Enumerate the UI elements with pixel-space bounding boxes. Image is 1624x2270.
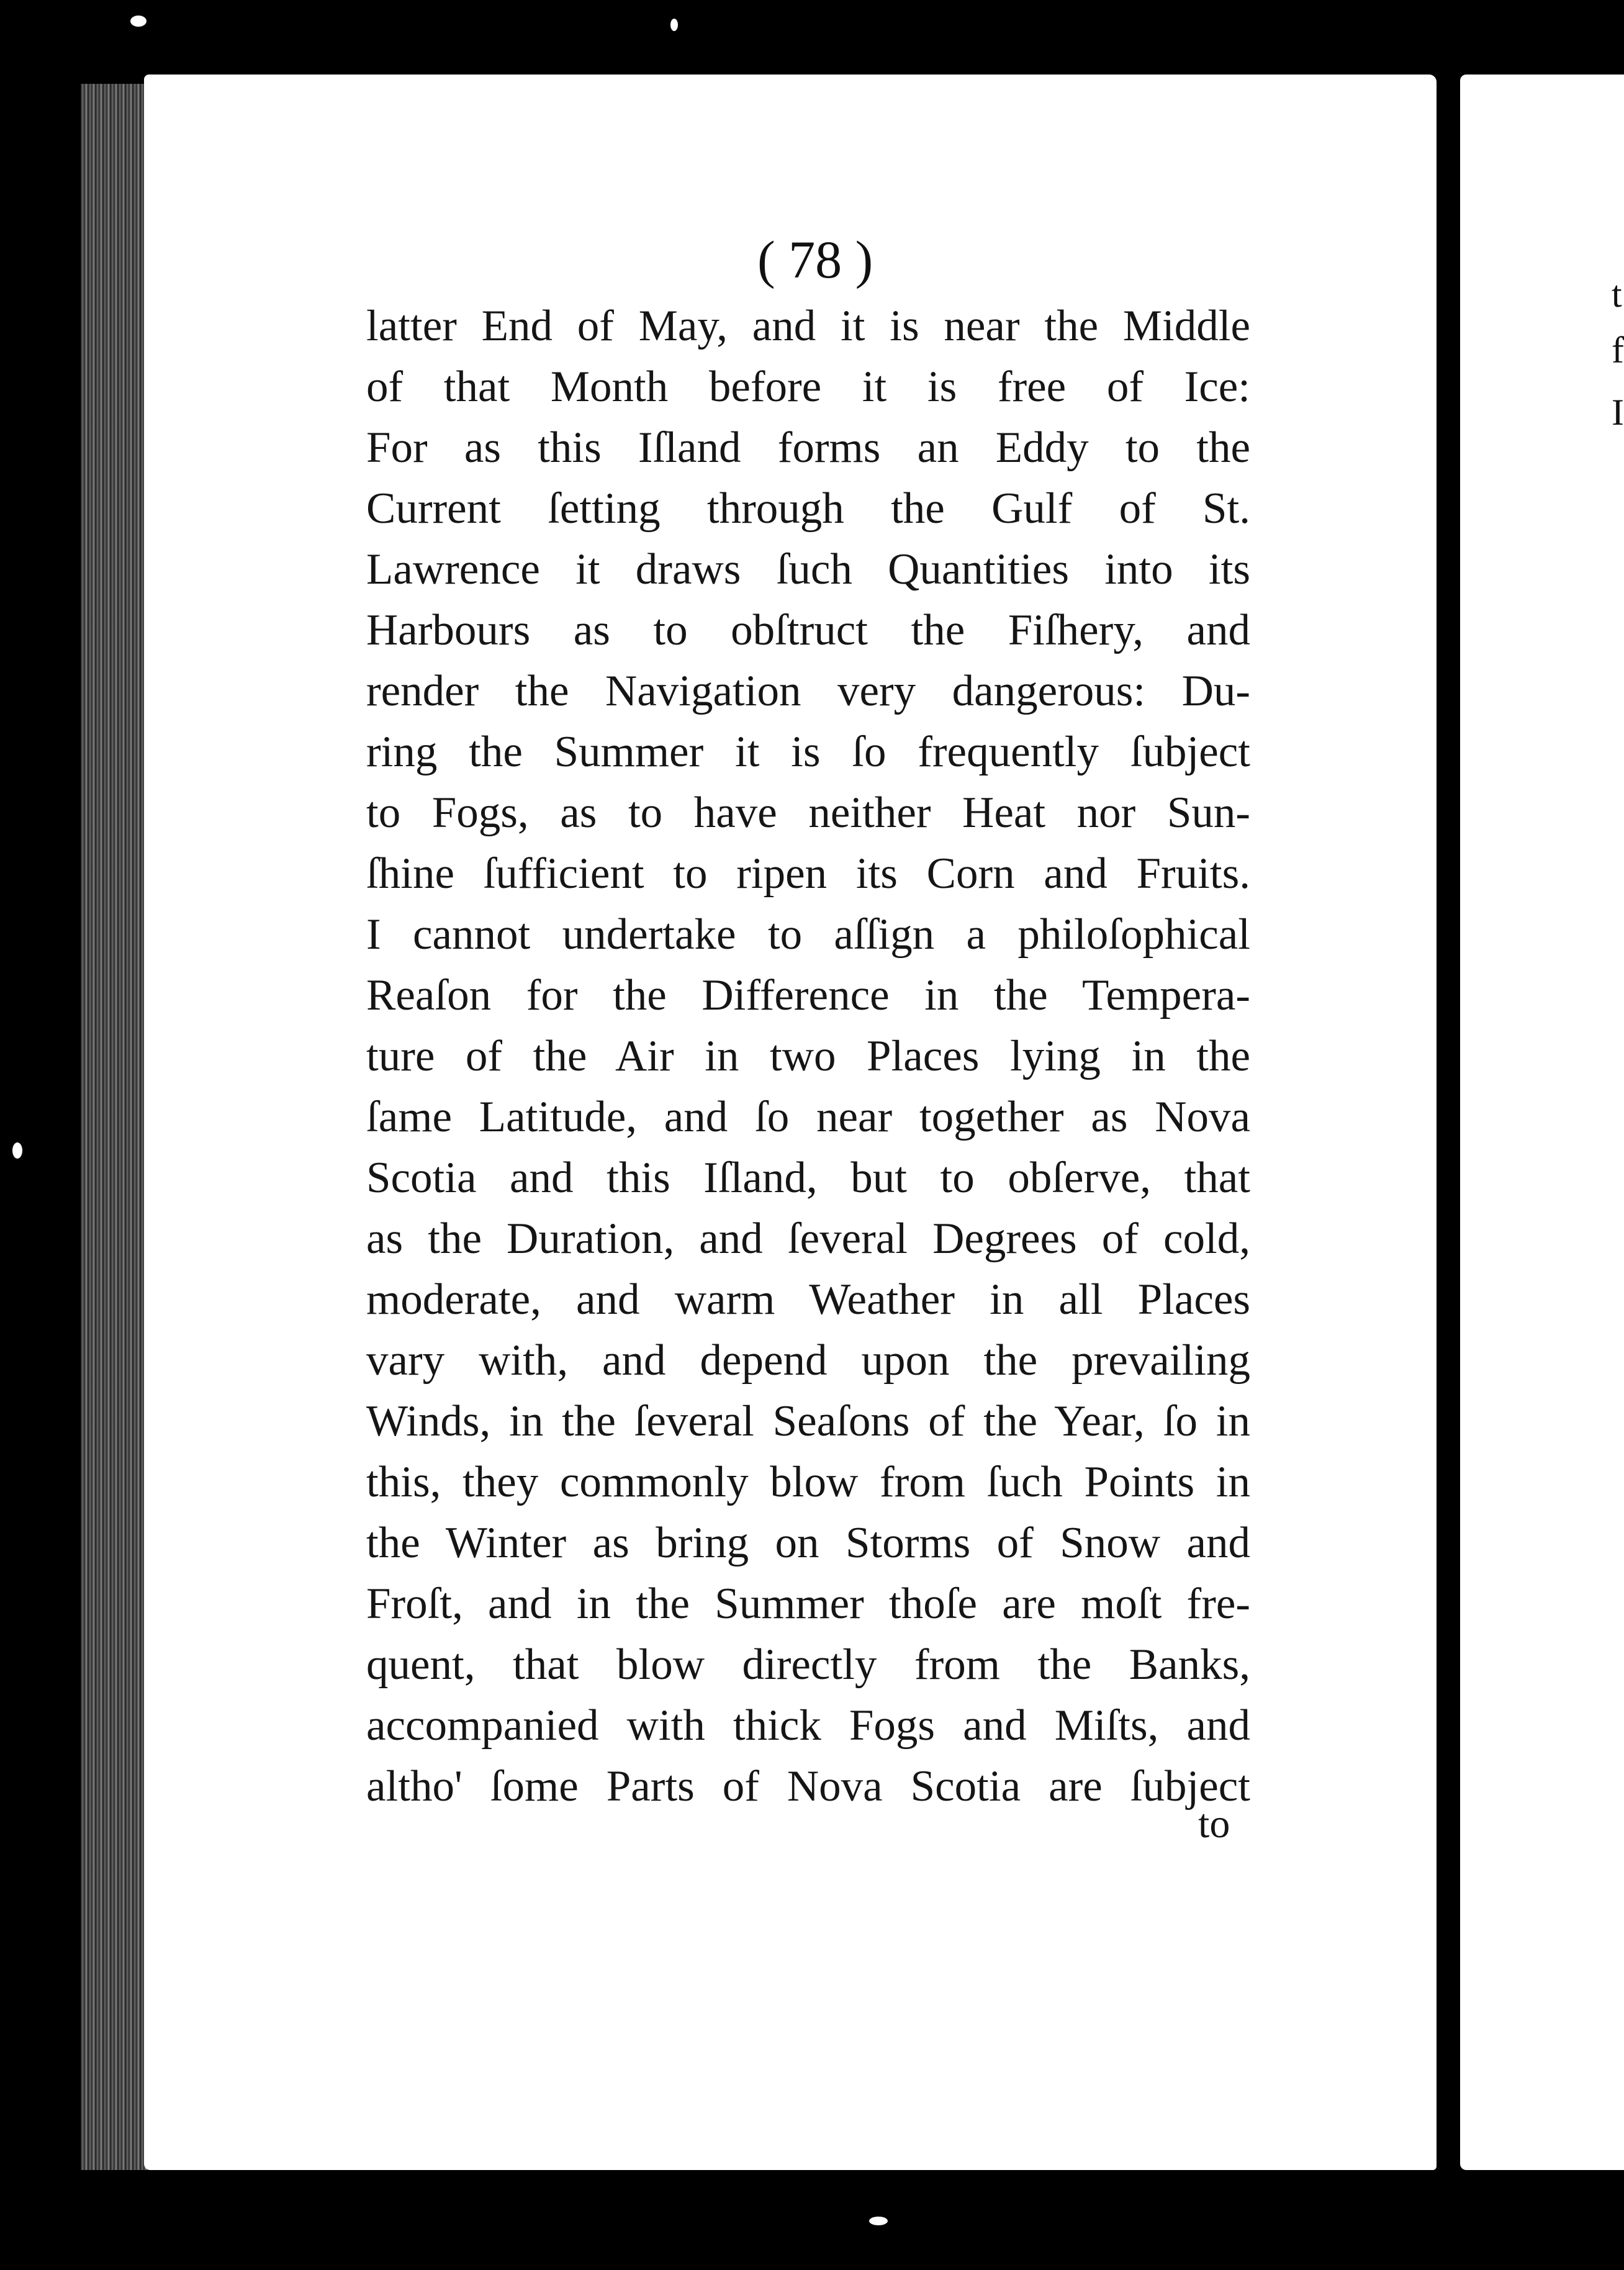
text-line: render the Navigation very dangerous: Du-	[366, 667, 1250, 715]
text-line: Lawrence it draws ſuch Quantities into its	[366, 545, 1250, 594]
text-line: moderate, and warm Weather in all Places	[366, 1275, 1250, 1324]
text-line: Froſt, and in the Summer thoſe are moſt fre-	[366, 1580, 1250, 1628]
text-line: quent, that blow directly from the Banks,	[366, 1640, 1250, 1689]
text-line: ſhine ſufficient to ripen its Corn and Fruits.	[366, 849, 1250, 898]
text-line: Current ſetting through the Gulf of St.	[366, 484, 1250, 533]
text-line: altho' ſome Parts of Nova Scotia are ſubject	[366, 1762, 1250, 1811]
text-line: to Fogs, as to have neither Heat nor Sun-	[366, 789, 1250, 837]
text-line: Scotia and this Iſland, but to obſerve, that	[366, 1154, 1250, 1202]
facing-page-fragment: f	[1612, 330, 1624, 371]
text-line: this, they commonly blow from ſuch Points in	[366, 1458, 1250, 1506]
dust-speck	[869, 2217, 888, 2225]
text-line: latter End of May, and it is near the Middle	[366, 302, 1250, 350]
facing-page-fragment: t	[1612, 274, 1622, 315]
page-number: ( 78 )	[757, 230, 873, 289]
text-line: accompanied with thick Fogs and Miſts, and	[366, 1701, 1250, 1750]
text-line: ſame Latitude, and ſo near together as Nova	[366, 1093, 1250, 1141]
facing-page-fragment: I	[1612, 392, 1624, 433]
text-line: Reaſon for the Difference in the Tempera-	[366, 971, 1250, 1020]
book-page-edges	[81, 84, 149, 2170]
text-line: of that Month before it is free of Ice:	[366, 363, 1250, 411]
text-line: ture of the Air in two Places lying in the	[366, 1032, 1250, 1080]
text-line: Winds, in the ſeveral Seaſons of the Year, ſo in	[366, 1397, 1250, 1445]
text-line: For as this Iſland forms an Eddy to the	[366, 423, 1250, 472]
dust-speck	[670, 19, 678, 31]
catchword: to	[1198, 1801, 1230, 1847]
dust-speck	[130, 16, 147, 27]
text-line: ring the Summer it is ſo frequently ſubject	[366, 728, 1250, 776]
text-line: as the Duration, and ſeveral Degrees of cold,	[366, 1214, 1250, 1263]
text-line: the Winter as bring on Storms of Snow and	[366, 1519, 1250, 1567]
dust-speck	[12, 1142, 22, 1159]
text-line: I cannot undertake to aſſign a philoſophical	[366, 910, 1250, 959]
facing-page	[1460, 75, 1624, 2170]
text-line: Harbours as to obſtruct the Fiſhery, and	[366, 606, 1250, 654]
text-line: vary with, and depend upon the prevailing	[366, 1336, 1250, 1385]
